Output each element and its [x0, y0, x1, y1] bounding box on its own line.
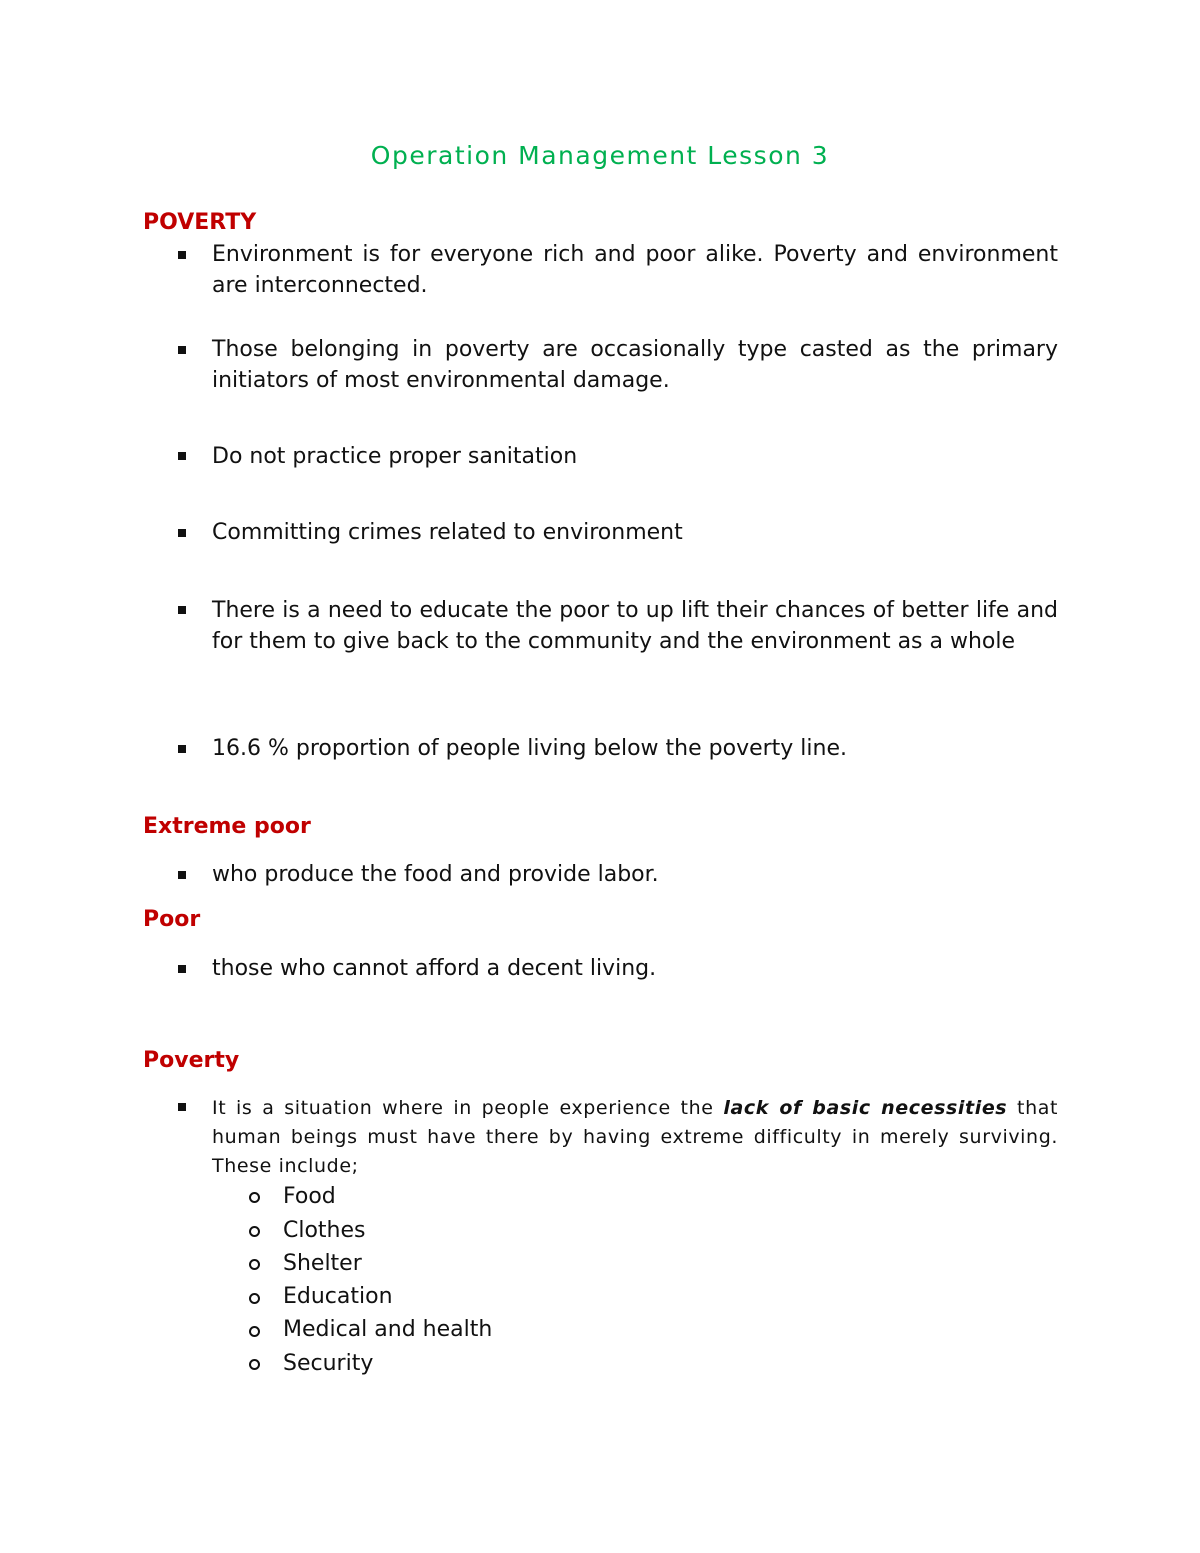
square-bullet-icon: [178, 606, 186, 614]
list-item: those who cannot afford a decent living.: [212, 956, 657, 981]
document-title: Operation Management Lesson 3: [370, 141, 830, 170]
definition-text-before: It is a situation where in people experience the: [212, 1097, 724, 1119]
poverty-definition-text: [212, 1094, 1058, 1181]
necessity-item-shelter: Shelter: [283, 1251, 362, 1276]
circle-bullet-icon: [249, 1259, 260, 1270]
necessity-item-education: Education: [283, 1284, 393, 1309]
list-item: who produce the food and provide labor.: [212, 862, 659, 887]
definition-text-after: that human beings must have there by having extreme difficulty in merely surviving. These include;: [212, 1097, 1059, 1177]
square-bullet-icon: [178, 251, 186, 259]
list-item: Do not practice proper sanitation: [212, 444, 578, 469]
square-bullet-icon: [178, 965, 186, 973]
necessity-item-security: Security: [283, 1351, 374, 1376]
circle-bullet-icon: [249, 1326, 260, 1337]
list-item: Those belonging in poverty are occasionally type casted as the primary initiators of most environmental damage.: [212, 337, 1058, 393]
square-bullet-icon: [178, 1103, 186, 1111]
circle-bullet-icon: [249, 1226, 260, 1237]
necessity-item-clothes: Clothes: [283, 1218, 366, 1243]
list-item: Environment is for everyone rich and poor alike. Poverty and environment are interconnected.: [212, 242, 1058, 298]
square-bullet-icon: [178, 745, 186, 753]
section-heading-poverty-definition: Poverty: [143, 1048, 240, 1073]
section-heading-poverty: POVERTY: [143, 210, 257, 235]
circle-bullet-icon: [249, 1192, 260, 1203]
list-item: 16.6 % proportion of people living below the poverty line.: [212, 736, 848, 761]
necessity-item-food: Food: [283, 1184, 336, 1209]
circle-bullet-icon: [249, 1359, 260, 1370]
circle-bullet-icon: [249, 1293, 260, 1304]
square-bullet-icon: [178, 346, 186, 354]
list-item: Committing crimes related to environment: [212, 520, 683, 545]
section-heading-poor: Poor: [143, 907, 201, 932]
square-bullet-icon: [178, 452, 186, 460]
necessity-item-medical-health: Medical and health: [283, 1317, 493, 1342]
definition-emphasis: lack of basic necessities: [723, 1097, 1008, 1119]
square-bullet-icon: [178, 529, 186, 537]
section-heading-extreme-poor: Extreme poor: [143, 814, 311, 839]
list-item: There is a need to educate the poor to up lift their chances of better life and for them to give back to the community and the environment as a whole: [212, 598, 1058, 654]
square-bullet-icon: [178, 871, 186, 879]
